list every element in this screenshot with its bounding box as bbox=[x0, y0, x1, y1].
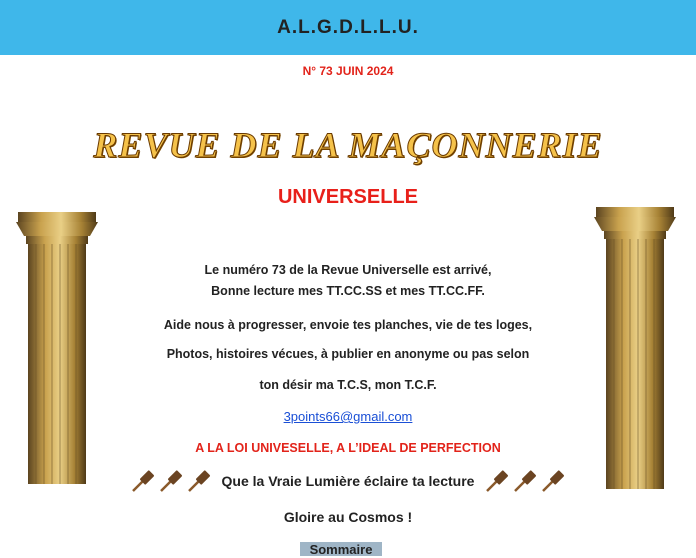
page-title: REVUE DE LA MAÇONNERIE bbox=[93, 125, 603, 165]
column-icon bbox=[592, 205, 678, 489]
body-line-5: ton désir ma T.C.S, mon T.C.F. bbox=[259, 378, 437, 392]
body-line-2: Bonne lecture mes TT.CC.SS et mes TT.CC.FF. bbox=[211, 284, 485, 298]
gavel-icon bbox=[512, 468, 538, 494]
gavel-group-right bbox=[484, 468, 566, 494]
body-line-1: Le numéro 73 de la Revue Universelle est arrivé, bbox=[204, 263, 492, 277]
email-link[interactable]: 3points66@gmail.com bbox=[283, 409, 413, 424]
gavel-icon bbox=[130, 468, 156, 494]
body-line-3: Aide nous à progresser, envoie tes planches, vie de tes loges, bbox=[163, 318, 533, 332]
motto-text: A LA LOI UNIVESELLE, A L’IDEAL DE PERFECTION bbox=[195, 441, 501, 455]
header-bar bbox=[0, 0, 696, 55]
body-line-4: Photos, histoires vécues, à publier en anonyme ou pas selon bbox=[166, 347, 530, 361]
gavel-icon bbox=[484, 468, 510, 494]
gavel-icon bbox=[186, 468, 212, 494]
gavel-icon bbox=[158, 468, 184, 494]
page-subtitle: UNIVERSELLE bbox=[277, 186, 419, 208]
lumiere-text: Que la Vraie Lumière éclaire ta lecture bbox=[221, 473, 475, 489]
gavel-icon bbox=[540, 468, 566, 494]
lumiere-row bbox=[100, 468, 596, 494]
gloire-text: Gloire au Cosmos ! bbox=[283, 509, 413, 525]
column-icon bbox=[14, 210, 100, 484]
header-title: A.L.G.D.L.L.U. bbox=[277, 16, 419, 38]
gavel-group-left bbox=[130, 468, 212, 494]
sommaire-heading[interactable]: Sommaire bbox=[300, 542, 382, 556]
issue-number: N° 73 JUIN 2024 bbox=[302, 64, 394, 78]
